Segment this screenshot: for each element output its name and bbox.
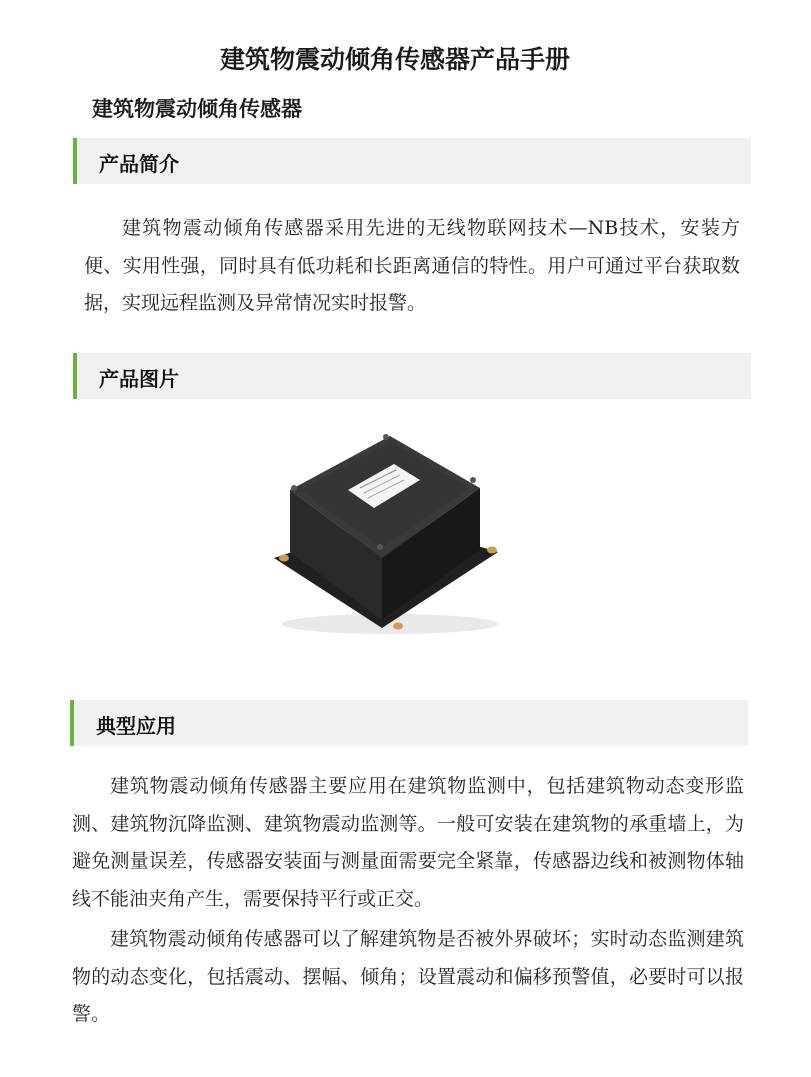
product-image xyxy=(270,428,510,640)
section-heading-picture xyxy=(73,353,751,399)
product-name: 建筑物震动倾角传感器 xyxy=(92,97,302,121)
document-title: 建筑物震动倾角传感器产品手册 xyxy=(219,45,570,74)
section-heading-intro-label: 产品简介 xyxy=(99,152,179,176)
applications-paragraph-1: 建筑物震动倾角传感器主要应用在建筑物监测中，包括建筑物动态变形监测、建筑物沉降监测、建筑物震动监测等。一般可安装在建筑物的承重墙上，为避免测量误差，传感器安装面与测量面需要完全紧靠，传感器边线和被测物体轴线不能油夹角产生，需要保持平行或正交。 xyxy=(72,775,744,910)
section-heading-applications-label: 典型应用 xyxy=(96,714,176,738)
section-heading-intro xyxy=(73,138,751,184)
applications-paragraph-2: 建筑物震动倾角传感器可以了解建筑物是否被外界破坏；实时动态监测建筑物的动态变化，包括震动、摆幅、倾角；设置震动和偏移预警值，必要时可以报警。 xyxy=(72,928,744,1025)
section-heading-applications xyxy=(70,700,748,746)
section-heading-picture-label: 产品图片 xyxy=(99,367,179,391)
intro-paragraph: 建筑物震动倾角传感器采用先进的无线物联网技术—NB技术，安装方便、实用性强，同时具有低功耗和长距离通信的特性。用户可通过平台获取数据，实现远程监测及异常情况实时报警。 xyxy=(84,217,740,314)
